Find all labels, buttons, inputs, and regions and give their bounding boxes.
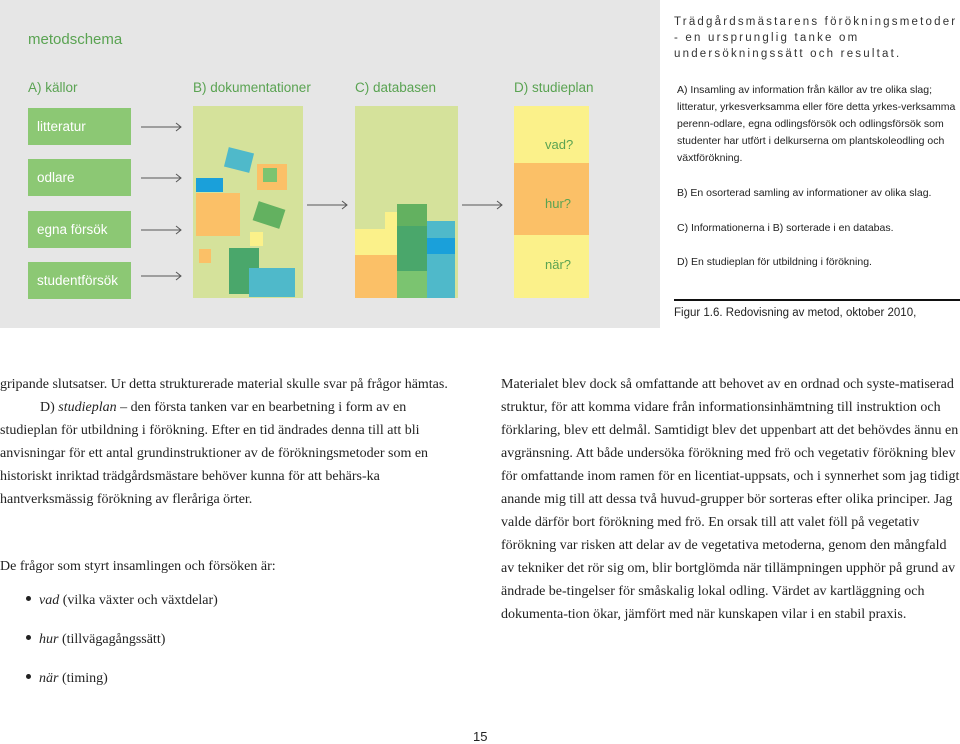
studyplan-block-what (514, 106, 589, 163)
info-block (385, 212, 397, 255)
description-d: D) En studieplan för utbildning i förökning. (677, 256, 872, 268)
paragraph: Materialet blev dock så omfattande att behovet av en ordnad och syste-matiserad struktur, för att komma vidare från informationsinhämtning till instruktion och förklaring, blev ett delmål. Samtidigt blev det uppenbart att det behövdes ännu en avgränsning. Att både undersöka förökning med frö och vegetativ förökning blev för omfattande inom ramen för en licentiat-uppsats, och i synnerhet som jag tidigt anande mig till att dessa två huvud-grupper bör sorteras efter olika principer. Jag valde därför bort förökning med frö. En orsak till att valet föll på vegetativ förökning var risken att delar av de vegetativa metoderna, genom den mångfald av tekniker det rör sig om, blir bortglömda när tillämpningen upphör på grund av ändrade be-tingelser för småskalig lokal odling. Värdet av kartläggning och dokumenta-tion ökar, jämfört med när kunskapen vilar i en stabil praxis. (501, 377, 960, 622)
source-label: egna försök (37, 222, 108, 237)
arrow-right-icon (141, 122, 183, 132)
arrow-right-icon (141, 225, 183, 235)
emphasis: när (39, 671, 59, 686)
column-label-documentation: B) dokumentationer (193, 80, 311, 95)
info-block (397, 226, 427, 271)
question-how: hur? (545, 196, 572, 211)
info-block (196, 193, 240, 236)
description-c: C) Informationerna i B) sorterade i en databas. (677, 222, 894, 234)
info-block (196, 178, 223, 192)
question-when: när? (545, 257, 572, 272)
emphasis: hur (39, 632, 59, 647)
arrow-right-icon (462, 200, 504, 210)
bullet-icon (26, 635, 31, 640)
paragraph-text: – den första tanken var en bearbetning i form av en studieplan för utbildning i förökning. Efter en tid ändrades denna till att bli anvisningar för ett antal grundinstruktioner av de förökningsmetoder som en historiskt inriktad trädgårdsmästare behöver kunna för att behärs-ka hantverksmässig förökning av fleråriga örter. (0, 400, 429, 507)
column-label-database: C) databasen (355, 80, 437, 95)
caption-heading: Trädgårdsmästarens förökningsmetoder - en ursprunglig tanke om undersökningssätt och resultat. (674, 16, 958, 60)
question-what: vad? (545, 137, 574, 152)
bullet-icon (26, 596, 31, 601)
column-label-sources: A) källor (28, 80, 78, 95)
description-b: B) En osorterad samling av informationer av olika slag. (677, 187, 932, 199)
emphasis: studieplan (58, 400, 117, 415)
info-block (397, 204, 427, 226)
list-item-text: (timing) (58, 671, 108, 686)
list-item (26, 632, 165, 648)
list-item-text: (tillvägagångssätt) (58, 632, 166, 647)
source-box-own-trials (28, 211, 131, 248)
info-block (427, 221, 455, 238)
method-diagram (0, 0, 660, 328)
info-block (427, 254, 455, 298)
info-block (355, 255, 397, 298)
column-label-studyplan: D) studieplan (514, 80, 594, 95)
right-text-column (501, 373, 960, 626)
source-label: odlare (37, 170, 75, 185)
source-box-student-trials (28, 262, 131, 299)
source-box-growers (28, 159, 131, 196)
arrow-right-icon (141, 173, 183, 183)
figure-caption: Figur 1.6. Redovisning av metod, oktober 2010, (674, 307, 917, 319)
diagram-title: metodschema (28, 31, 123, 48)
bullet-icon (26, 674, 31, 679)
emphasis: vad (39, 593, 60, 608)
info-block (355, 229, 385, 255)
info-block (397, 271, 427, 298)
list-item (26, 593, 218, 609)
paragraph-prefix: D) (40, 400, 59, 415)
left-text-column (0, 373, 455, 511)
source-label: studentförsök (37, 273, 119, 288)
info-block (427, 238, 455, 254)
paragraph-studyplan (0, 396, 455, 511)
source-label: litteratur (37, 119, 86, 134)
caption-divider (674, 299, 960, 301)
paragraph: gripande slutsatser. Ur detta strukturerade material skulle svar på frågor hämtas. (0, 377, 448, 392)
info-block (263, 168, 277, 182)
arrow-right-icon (141, 271, 183, 281)
questions-intro: De frågor som styrt insamlingen och försöken är: (0, 559, 276, 574)
arrow-right-icon (307, 200, 349, 210)
source-box-literature (28, 108, 131, 145)
list-item-text: (vilka växter och växtdelar) (59, 593, 218, 608)
info-block (249, 268, 295, 297)
info-block (250, 232, 263, 246)
list-item (26, 671, 108, 687)
description-a: A) Insamling av information från källor av tre olika slag; litteratur, yrkesverksamma eller före detta yrkes-verksamma perenn-odlare, egna odlingsförsök och odlingsförsök som studenter har utfört i delkurserna om plantskoleodling och växtförökning. (677, 84, 956, 164)
page-number: 15 (473, 729, 488, 744)
info-block (199, 249, 211, 263)
